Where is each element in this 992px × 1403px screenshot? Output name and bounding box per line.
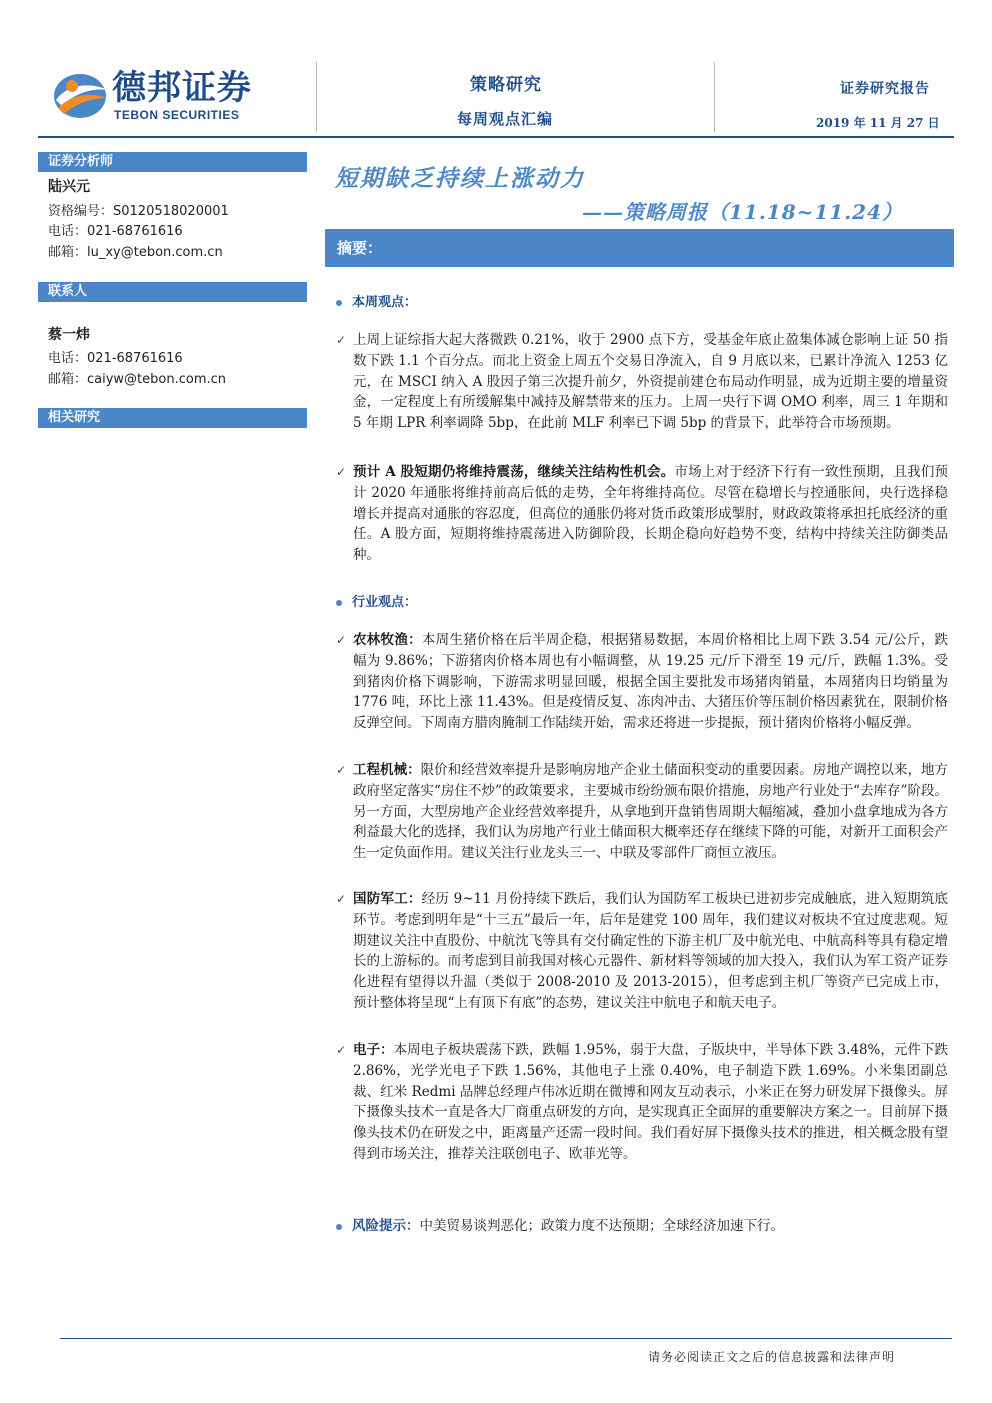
header-subtitle: 每周观点汇编 xyxy=(457,110,554,128)
bullet-dot-icon xyxy=(336,300,342,306)
weekly-view-heading: 本周观点： xyxy=(336,291,417,310)
bullet-dot-icon xyxy=(336,600,342,606)
industry-item: ✓ 国防军工：经历 9~11 月份持续下跌后，我们认为国防军工板块已进初步完成触底，进入短期筑底环节。考虑到明年是“十三五”最后一年，后年是建党 100 周年，我们建议对板块不宜过度悲观。短期建议关注中直股份、中航沈飞等具有交付确定性的下游主机厂及中航光电、中航高科等具有稳定增长的上游标的。而考虑到目前我国对核心元器件、新材料等领域的加大投入，我们认为军工资产证券化进程有望得以升温（类似于 2008-2010 及 2013-2015），但考虑到主机厂等资产已完成上市，预计整体将呈现“上有顶下有底”的态势，建议关注中航电子和航天电子。 xyxy=(336,891,948,1011)
header-rule xyxy=(38,136,954,138)
analyst-header: 证券分析师 xyxy=(38,152,307,172)
check-icon: ✓ xyxy=(336,892,347,906)
header-divider xyxy=(714,62,715,132)
report-title: 短期缺乏持续上涨动力 xyxy=(335,165,585,192)
check-icon: ✓ xyxy=(336,763,347,777)
analyst-cert: 资格编号：S0120518020001 xyxy=(48,204,229,219)
industry-view-heading: 行业观点： xyxy=(336,591,417,610)
industry-item: ✓ 农林牧渔：本周生猪价格在后半周企稳，根据猪易数据，本周价格相比上周下跌 3.54 元/公斤，跌幅为 9.86%；下游猪肉价格本周也有小幅调整，从 19.25 元/斤下滑至 19 元/斤，跌幅 1.3%。受到猪肉价格下调影响，下游需求明显回暖，根据全国主要批发市场猪肉销量，本周猪肉日均销量为 1776 吨，环比上涨 11.43%。但是疫情反复、冻肉冲击、大猪压价等压制价格因素犹在，限制价格反弹空间。下周南方腊肉腌制工作陆续开始，需求还将进一步提振，预计猪肉价格将小幅反弹。 xyxy=(336,632,948,732)
tebon-logo-icon xyxy=(50,70,118,120)
contact-email[interactable]: 邮箱：caiyw@tebon.com.cn xyxy=(48,372,227,387)
contact-name: 蔡一炜 xyxy=(48,327,90,343)
industry-item: ✓ 电子：本周电子板块震荡下跌，跌幅 1.95%，弱于大盘，子版块中，半导体下跌 3.48%，元件下跌 2.86%，光学光电子下跌 1.56%，其他电子上涨 0.40%，电子制造下跌 1.69%。小米集团副总裁、红米 Redmi 品牌总经理卢伟冰近期在微博和网友互动表示，小米正在努力研发屏下摄像头。屏下摄像头技术一直是各大厂商重点研发的方向，是实现真正全面屏的重要解决方案之一。目前屏下摄像头技术仍在研发之中，距离量产还需一段时间。我们看好屏下摄像头技术的推进，相关概念股有望得到市场关注，推荐关注联创电子、欧菲光等。 xyxy=(336,1042,949,1162)
footer-rule xyxy=(60,1338,952,1339)
abstract-header: 摘要： xyxy=(325,229,954,267)
footer-disclaimer: 请务必阅读正文之后的信息披露和法律声明 xyxy=(648,1350,896,1364)
weekly-item: ✓ 上周上证综指大起大落微跌 0.21%，收于 2900 点下方，受基金年底止盈集体减仓影响上证 50 指数下跌 1.1 个百分点。而北上资金上周五个交易日净流入，自 9 月底以来，已累计净流入 1253 亿元，在 MSCI 纳入 A 股因子第三次提升前夕，外资提前建仓布局动作明显，成为近期主要的增量资金，一定程度上有所缓解集中减持及解禁带来的压力。上周一央行下调 OMO 利率，周三 1 年期和 5 年期 LPR 利率调降 5bp，在此前 MLF 利率已下调 5bp 的背景下，此举符合市场预期。 xyxy=(336,332,948,432)
header-divider xyxy=(316,62,317,132)
bullet-dot-icon xyxy=(336,1224,342,1230)
report-subtitle: ——策略周报（11.18~11.24） xyxy=(582,200,904,224)
analyst-email[interactable]: 邮箱：lu_xy@tebon.com.cn xyxy=(48,245,223,260)
brand-name-cn: 德邦证券 xyxy=(112,68,252,108)
contact-phone: 电话：021-68761616 xyxy=(48,351,183,366)
weekly-item: ✓ 预计 A 股短期仍将维持震荡，继续关注结构性机会。市场上对于经济下行有一致性预期，且我们预计 2020 年通胀将维持前高后低的走势，全年将维持高位。尽管在稳增长与控通胀间，央行选择稳增长并提高对通胀的容忍度，但高位的通胀仍将对货币政策形成掣肘，财政政策将承担托底经济的重任。A 股方面，短期将维持震荡进入防御阶段，长期企稳向好趋势不变，结构中持续关注防御类品种。 xyxy=(336,464,949,564)
check-icon: ✓ xyxy=(336,465,347,479)
related-research-header: 相关研究 xyxy=(38,408,307,428)
header-title: 策略研究 xyxy=(470,75,542,95)
analyst-phone: 电话：021-68761616 xyxy=(48,224,183,239)
analyst-name: 陆兴元 xyxy=(48,179,90,195)
industry-item: ✓ 工程机械：限价和经营效率提升是影响房地产企业土储面积变动的重要因素。房地产调控以来，地方政府坚定落实“房住不炒”的政策要求，主要城市纷纷颁布限价措施，房地产行业处于“去库存”阶段。另一方面，大型房地产企业经营效率提升，从拿地到开盘销售周期大幅缩减，叠加小盘拿地成为各方利益最大化的选择，我们认为房地产行业土储面积大概率还存在继续下降的可能，对新开工面积会产生一定负面作用。建议关注行业龙头三一、中联及零部件厂商恒立液压。 xyxy=(336,762,949,862)
check-icon: ✓ xyxy=(336,1043,347,1057)
report-date: 2019 年 11 月 27 日 xyxy=(816,116,940,130)
check-icon: ✓ xyxy=(336,333,347,347)
report-type: 证券研究报告 xyxy=(840,81,930,97)
risk-warning: 风险提示：中美贸易谈判恶化；政策力度不达预期；全球经济加速下行。 xyxy=(336,1214,784,1234)
brand-name-en: TEBON SECURITIES xyxy=(114,108,240,122)
check-icon: ✓ xyxy=(336,633,347,647)
contact-header: 联系人 xyxy=(38,282,307,302)
